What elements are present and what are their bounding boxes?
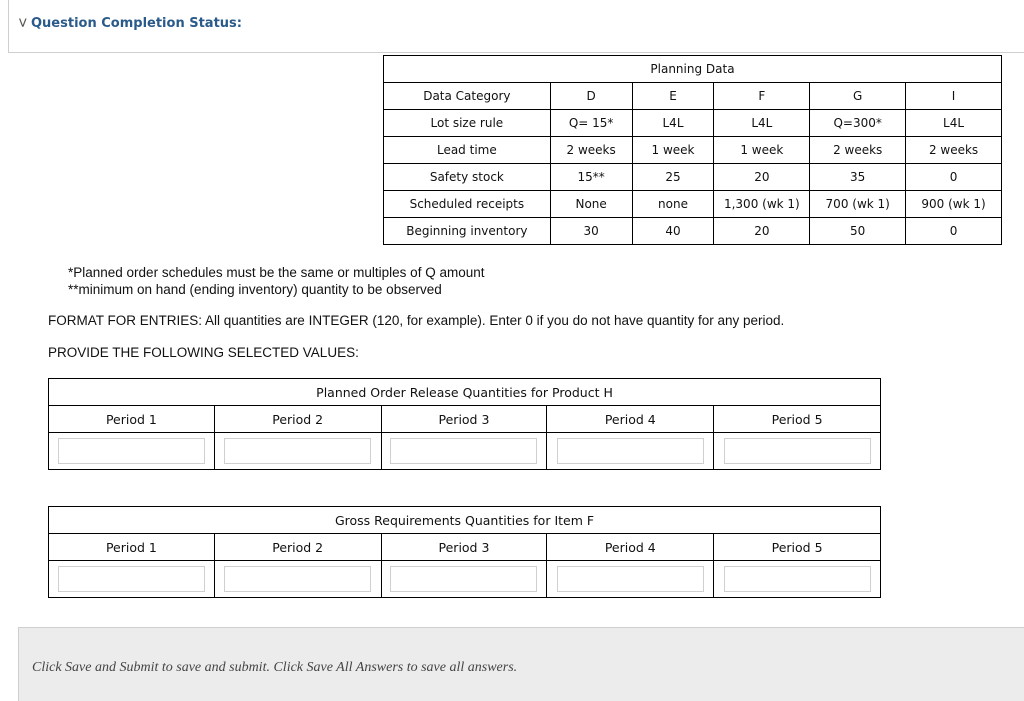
table-row: [384, 191, 1002, 218]
planned-order-period-2-input[interactable]: [224, 438, 371, 464]
header-cell: I: [906, 83, 1002, 110]
table-cell: L4L: [906, 110, 1002, 137]
table-cell: 20: [714, 164, 810, 191]
planned-order-release-table: [48, 378, 881, 470]
planning-header-row: [384, 83, 1002, 110]
table-row: [384, 110, 1002, 137]
planning-data-table: [383, 55, 1002, 245]
period-label: Period 4: [547, 406, 714, 433]
period-label: Period 1: [49, 534, 215, 561]
planned-order-period-4-input[interactable]: [557, 438, 704, 464]
chevron-down-icon: ⋁: [19, 18, 27, 28]
table-cell: 40: [632, 218, 714, 245]
planning-title: Planning Data: [384, 56, 1002, 83]
table-row: [384, 164, 1002, 191]
format-instructions: FORMAT FOR ENTRIES: All quantities are INTEGER (120, for example). Enter 0 if you do not have quantity for any period.: [48, 313, 785, 328]
table-cell: 0: [906, 218, 1002, 245]
table-cell: None: [550, 191, 632, 218]
gross-req-period-1-input[interactable]: [58, 566, 205, 592]
table-cell: 2 weeks: [810, 137, 906, 164]
header-cell: F: [714, 83, 810, 110]
header-cell: G: [810, 83, 906, 110]
period-label: Period 2: [214, 406, 381, 433]
table-row: [384, 218, 1002, 245]
table-cell: Q= 15*: [550, 110, 632, 137]
period-label: Period 5: [714, 534, 881, 561]
planned-order-period-5-input[interactable]: [724, 438, 871, 464]
note-min-on-hand: **minimum on hand (ending inventory) quantity to be observed: [68, 282, 442, 297]
row-label: Safety stock: [384, 164, 551, 191]
period-label: Period 1: [49, 406, 215, 433]
header-cell: E: [632, 83, 714, 110]
table-cell: none: [632, 191, 714, 218]
footer-instructions: Click Save and Submit to save and submit. Click Save All Answers to save all answers.: [32, 660, 518, 675]
row-label: Lead time: [384, 137, 551, 164]
gross-req-period-5-input[interactable]: [724, 566, 871, 592]
table-title: Gross Requirements Quantities for Item F: [49, 507, 881, 534]
gross-req-period-4-input[interactable]: [557, 566, 704, 592]
question-status-title: Question Completion Status:: [31, 16, 242, 31]
period-label: Period 2: [214, 534, 381, 561]
table-cell: 2 weeks: [550, 137, 632, 164]
table-cell: 1,300 (wk 1): [714, 191, 810, 218]
gross-req-period-3-input[interactable]: [390, 566, 537, 592]
table-cell: 2 weeks: [906, 137, 1002, 164]
gross-requirements-table: [48, 506, 881, 598]
row-label: Scheduled receipts: [384, 191, 551, 218]
table-cell: 1 week: [632, 137, 714, 164]
table-cell: 700 (wk 1): [810, 191, 906, 218]
table-cell: 15**: [550, 164, 632, 191]
period-label: Period 3: [381, 534, 547, 561]
table-cell: 50: [810, 218, 906, 245]
table-cell: L4L: [632, 110, 714, 137]
table-cell: Q=300*: [810, 110, 906, 137]
table-cell: 900 (wk 1): [906, 191, 1002, 218]
row-label: Lot size rule: [384, 110, 551, 137]
table-row: [384, 137, 1002, 164]
gross-req-period-2-input[interactable]: [224, 566, 371, 592]
planned-order-period-3-input[interactable]: [390, 438, 537, 464]
table-cell: 1 week: [714, 137, 810, 164]
period-label: Period 3: [381, 406, 547, 433]
planned-order-period-1-input[interactable]: [58, 438, 205, 464]
submit-footer: [18, 627, 1024, 701]
provide-instructions: PROVIDE THE FOLLOWING SELECTED VALUES:: [48, 345, 359, 360]
header-cell: D: [550, 83, 632, 110]
question-status-toggle[interactable]: [19, 16, 242, 31]
period-label: Period 5: [714, 406, 881, 433]
table-title: Planned Order Release Quantities for Product H: [49, 379, 881, 406]
header-cell: Data Category: [384, 83, 551, 110]
period-label: Period 4: [547, 534, 714, 561]
table-cell: 30: [550, 218, 632, 245]
table-cell: 0: [906, 164, 1002, 191]
table-cell: 35: [810, 164, 906, 191]
question-status-bar: [8, 0, 1024, 53]
table-cell: 20: [714, 218, 810, 245]
table-cell: L4L: [714, 110, 810, 137]
notes-block: [68, 264, 484, 298]
row-label: Beginning inventory: [384, 218, 551, 245]
note-q-multiple: *Planned order schedules must be the same or multiples of Q amount: [68, 265, 485, 280]
table-cell: 25: [632, 164, 714, 191]
